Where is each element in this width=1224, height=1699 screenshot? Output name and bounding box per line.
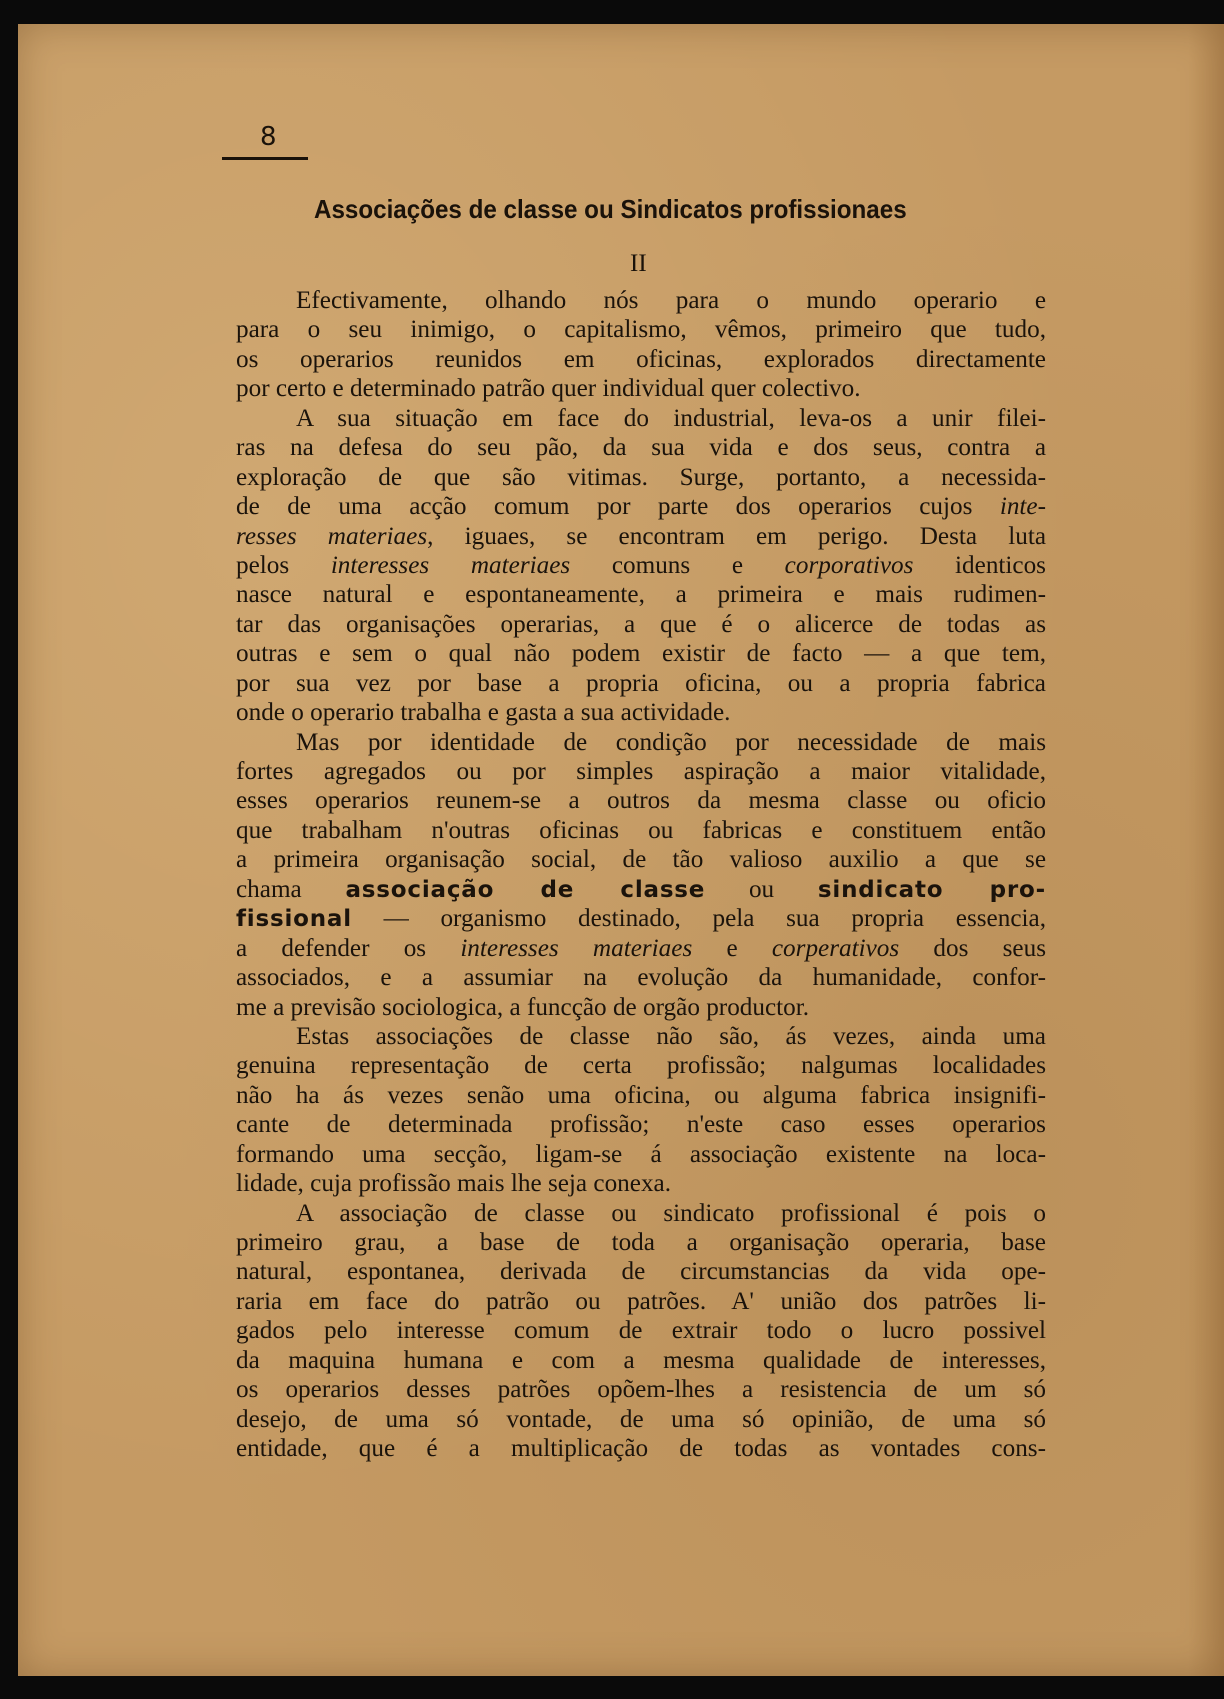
page-number-rule — [222, 157, 308, 160]
text-line — [236, 463, 1046, 492]
text-line — [236, 492, 1046, 521]
text-line — [236, 904, 1046, 933]
text-segment: por sua vez por base a propria oficina, ou a propria fabrica — [236, 669, 1046, 697]
text-segment: os operarios reunidos em oficinas, explorados directamente — [236, 345, 1046, 373]
text-line — [236, 1434, 1046, 1463]
text-segment: tar das organisações operarias, a que é o alicerce de todas as — [236, 610, 1046, 638]
text-line — [236, 315, 1046, 344]
text-line — [236, 1199, 1046, 1228]
text-segment: pelos — [236, 551, 331, 579]
text-segment: associados, e a assumiar na evolução da humanidade, confor- — [236, 964, 1046, 992]
page-number: 8 — [260, 122, 277, 152]
section-number: II — [630, 250, 647, 277]
italic-term: inte- — [999, 493, 1046, 521]
text-line — [236, 757, 1046, 786]
bold-term: associação de classe — [345, 876, 706, 903]
text-segment: cante de determinada profissão; n'este caso esses operarios — [236, 1111, 1046, 1139]
text-segment: comuns e — [570, 551, 785, 579]
text-line — [236, 875, 1046, 904]
text-segment: raria em face do patrão ou patrões. A' união dos patrões li- — [236, 1287, 1046, 1315]
text-segment: não ha ás vezes senão uma oficina, ou alguma fabrica insignifi- — [236, 1081, 1046, 1109]
text-line — [236, 1375, 1046, 1404]
text-segment: ras na defesa do seu pão, da sua vida e dos seus, contra a — [236, 434, 1046, 462]
text-line — [236, 993, 1046, 1022]
text-segment: — organismo destinado, pela sua propria essencia, — [351, 905, 1046, 933]
text-line — [236, 1405, 1046, 1434]
text-segment: onde o operario trabalha e gasta a sua actividade. — [236, 699, 731, 727]
text-segment: me a previsão sociologica, a funcção de orgão productor. — [236, 993, 810, 1021]
italic-term: interesses materiaes — [460, 934, 693, 962]
text-line — [236, 522, 1046, 551]
text-line — [236, 786, 1046, 815]
italic-term: corporativos — [784, 551, 914, 579]
text-segment: a primeira organisação social, de tão valioso auxilio a que se — [236, 846, 1046, 874]
italic-term: corperativos — [771, 934, 900, 962]
text-segment: fortes agregados ou por simples aspiração a maior vitalidade, — [236, 758, 1046, 785]
text-segment: exploração de que são vitimas. Surge, portanto, a necessida- — [236, 463, 1046, 491]
text-segment: desejo, de uma só vontade, de uma só opinião, de uma só — [236, 1405, 1046, 1433]
text-segment: esses operarios reunem-se a outros da mesma classe ou oficio — [236, 787, 1046, 815]
text-line — [236, 1316, 1046, 1345]
text-line — [236, 610, 1046, 639]
text-segment: Efectivamente, olhando nós para o mundo operario e — [296, 287, 1046, 314]
text-line — [236, 816, 1046, 845]
text-segment: outras e sem o qual não podem existir de facto — a que tem, — [236, 640, 1046, 668]
bold-term: fissional — [236, 906, 352, 933]
text-line — [236, 1051, 1046, 1080]
text-line — [236, 1110, 1046, 1139]
text-segment: da maquina humana e com a mesma qualidade de interesses, — [236, 1346, 1046, 1374]
text-segment: os operarios desses patrões opõem-lhes a resistencia de um só — [236, 1376, 1046, 1404]
text-segment: chama — [236, 875, 346, 903]
text-segment: natural, espontanea, derivada de circumstancias da vida ope- — [236, 1258, 1046, 1286]
text-line — [236, 1140, 1046, 1169]
text-segment: , iguaes, se encontram em perigo. Desta luta — [427, 522, 1046, 550]
text-line — [236, 551, 1046, 580]
text-segment: lidade, cuja profissão mais lhe seja conexa. — [236, 1170, 672, 1198]
text-segment: gados pelo interesse comum de extrair todo o lucro possivel — [236, 1317, 1046, 1345]
text-segment: dos seus — [899, 934, 1046, 962]
text-line — [236, 1257, 1046, 1286]
text-segment: que trabalham n'outras oficinas ou fabricas e constituem então — [236, 816, 1046, 844]
text-segment: Estas associações de classe não são, ás vezes, ainda uma — [296, 1022, 1046, 1050]
bold-term: sindicato pro- — [817, 876, 1046, 903]
text-line — [236, 728, 1046, 757]
text-segment: genuina representação de certa profissão; nalgumas localidades — [236, 1052, 1046, 1080]
text-line — [236, 934, 1046, 963]
text-line — [236, 1287, 1046, 1316]
text-segment: A sua situação em face do industrial, leva-os a unir filei- — [296, 404, 1046, 432]
paper-edge-shadow — [1188, 24, 1224, 1676]
text-segment: identicos — [913, 551, 1046, 579]
chapter-title: Associações de classe ou Sindicatos profissionaes — [314, 194, 907, 224]
text-line — [236, 1022, 1046, 1051]
text-segment: entidade, que é a multiplicação de todas as vontades cons- — [236, 1435, 1046, 1463]
text-line — [236, 669, 1046, 698]
text-segment: a defender os — [236, 934, 461, 962]
text-segment: e — [692, 934, 772, 962]
text-segment: por certo e determinado patrão quer individual quer colectivo. — [236, 375, 861, 403]
text-line — [236, 963, 1046, 992]
text-line — [236, 404, 1046, 433]
text-line — [236, 698, 1046, 727]
italic-term: interesses materiaes — [330, 551, 571, 579]
text-line — [236, 1081, 1046, 1110]
text-segment: ou — [705, 875, 818, 903]
text-segment: A associação de classe ou sindicato profissional é pois o — [296, 1199, 1046, 1227]
text-line — [236, 1169, 1046, 1198]
text-line — [236, 374, 1046, 403]
text-line — [236, 345, 1046, 374]
text-line — [236, 845, 1046, 874]
text-line — [236, 1346, 1046, 1375]
text-segment: de de uma acção comum por parte dos operarios cujos — [236, 493, 1000, 521]
text-segment: nasce natural e espontaneamente, a primeira e mais rudimen- — [236, 581, 1046, 609]
text-line — [236, 433, 1046, 462]
text-line — [236, 580, 1046, 609]
text-line — [236, 1228, 1046, 1257]
text-line — [236, 639, 1046, 668]
text-segment: Mas por identidade de condição por necessidade de mais — [296, 728, 1046, 756]
italic-term: resses materiaes — [236, 522, 428, 550]
body-text — [236, 286, 1046, 1464]
text-segment: primeiro grau, a base de toda a organisação operaria, base — [236, 1229, 1046, 1256]
text-line — [236, 286, 1046, 315]
text-segment: para o seu inimigo, o capitalismo, vêmos, primeiro que tudo, — [236, 316, 1046, 344]
text-segment: formando uma secção, ligam-se á associação existente na loca- — [236, 1140, 1046, 1168]
